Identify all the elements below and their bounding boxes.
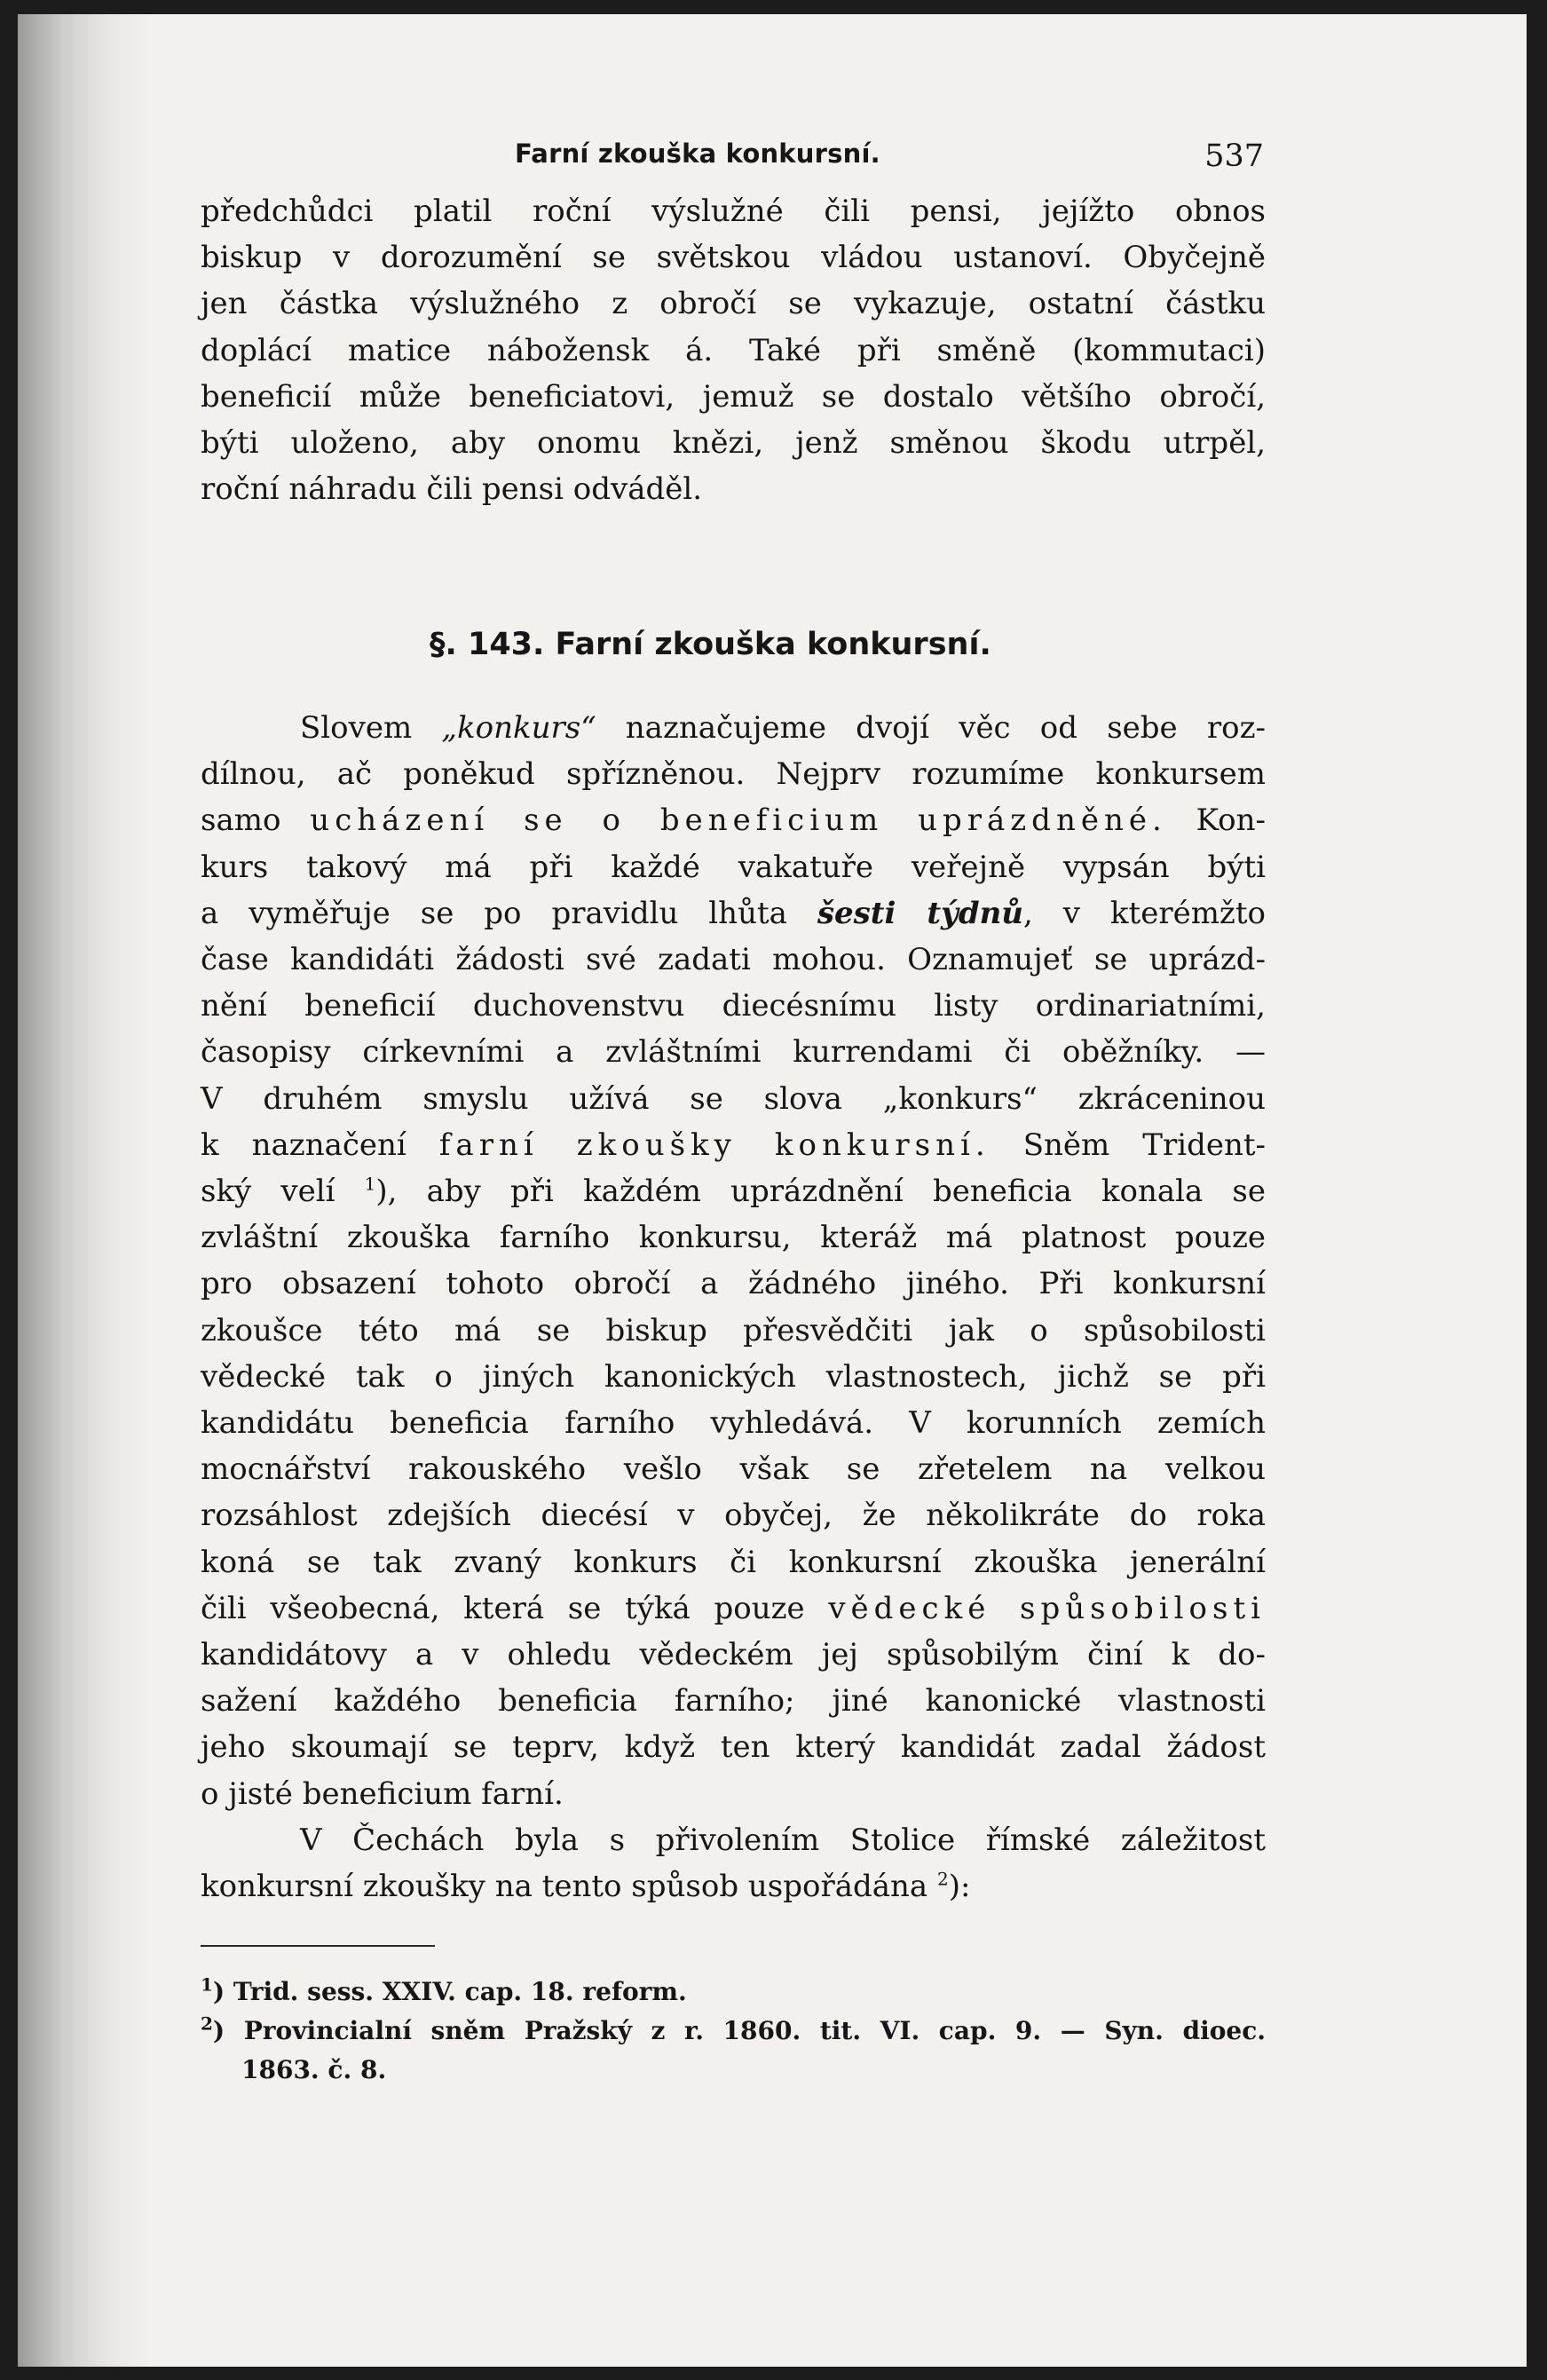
text-run: samo: [201, 803, 311, 839]
footnote-marker: 1: [364, 1173, 376, 1195]
text-line: jeho skoumají se teprv, když ten který kandidát zadal žádost: [201, 1729, 1266, 1766]
section-heading: §. 143. Farní zkouška konkursní.: [430, 627, 991, 662]
text-line: beneficií může beneficiatovi, jemuž se dostalo většího obročí,: [201, 378, 1266, 415]
text-line: doplácí matice nábožensk á. Také při směně (kommutaci): [201, 332, 1266, 368]
text-line: jen částka výslužného z obročí se vykazuje, ostatní částku: [201, 286, 1266, 322]
text-line: kandidátu beneficia farního vyhledává. V korunních zemích: [201, 1405, 1266, 1442]
footnote-text: ) Provincialní sněm Pražský z r. 1860. tit. VI. cap. 9. — Syn. dioec.: [212, 2016, 1266, 2045]
footnote-2: [201, 2012, 1266, 2051]
text-line: nění beneficií duchovenstvu diecésnímu listy ordinariatními,: [201, 988, 1266, 1024]
text-line: rozsáhlost zdejších diecésí v obyčej, že několikráte do roka: [201, 1498, 1266, 1534]
text-line: o jisté beneficium farní.: [201, 1775, 564, 1812]
text-run: a vyměřuje se po pravidlu lhůta: [201, 895, 817, 931]
text-line: čase kandidáti žádosti své zadati mohou. Oznamujeť se uprázd-: [201, 942, 1266, 978]
running-head: [515, 138, 1296, 178]
text-line: pro obsazení tohoto obročí a žádného jiného. Při konkursní: [201, 1266, 1266, 1302]
text-line: [201, 1122, 1266, 1168]
text-line: [201, 1585, 1266, 1632]
text-run: k naznačení: [201, 1127, 439, 1163]
text-line: [201, 705, 1266, 751]
text-line: kandidátovy a v ohledu vědeckém jej spůsobilým činí k do-: [201, 1637, 1266, 1673]
text-run: , v kterémžto: [1023, 895, 1266, 931]
page-gutter-shadow: [18, 14, 151, 2367]
text-line: časopisy církevními a zvláštními kurrendami či oběžníky. —: [201, 1034, 1266, 1071]
paragraph-2: [201, 705, 1266, 1910]
text-line: V Čechách byla s přivolením Stolice římské záležitost: [300, 1822, 1266, 1858]
italic-term: „konkurs“: [441, 710, 596, 746]
book-page: [18, 14, 1527, 2367]
text-line: mocnářství rakouského vešlo však se zřetelem na velkou: [201, 1451, 1266, 1488]
text-line: [201, 1863, 1266, 1910]
running-head-title: Farní zkouška konkursní.: [515, 138, 880, 169]
footnotes: [201, 1973, 1266, 2090]
text-line: předchůdci platil roční výslužné čili pensi, jejížto obnos: [201, 194, 1266, 229]
text-line: kurs takový má při každé vakatuře veřejně vypsán býti: [201, 849, 1266, 885]
paragraph-1: [201, 188, 1266, 512]
text-line: koná se tak zvaný konkurs či konkursní zkouška jenerální: [201, 1544, 1266, 1580]
text-run: konkursní zkoušky na tento spůsob uspořádána: [201, 1869, 938, 1905]
page-number: 537: [1204, 138, 1264, 174]
text-line: [201, 890, 1266, 937]
text-run: Kon-: [1166, 803, 1266, 839]
footnote-text: ) Trid. sess. XXIV. cap. 18. reform.: [212, 1977, 687, 2006]
text-line: zkoušce této má se biskup přesvědčiti jak o spůsobilosti: [201, 1312, 1266, 1348]
text-line: [201, 797, 1266, 843]
spaced-emphasis: ucházení se o beneficium uprázdněné.: [310, 803, 1167, 839]
footnote-number: 2: [201, 2012, 213, 2035]
text-line: [201, 1168, 1266, 1214]
text-line: zvláštní zkouška farního konkursu, kteráž má platnost pouze: [201, 1220, 1266, 1256]
text-line: býti uloženo, aby onomu knězi, jenž směnou škodu utrpěl,: [201, 425, 1266, 462]
spaced-emphasis: farní zkoušky konkursní.: [438, 1127, 991, 1163]
text-run: ský velí: [201, 1174, 365, 1210]
text-line: vědecké tak o jiných kanonických vlastnostech, jichž se při: [201, 1358, 1266, 1395]
italic-emphasis: šesti týdnů: [817, 895, 1024, 931]
footnote-marker: 2: [937, 1868, 949, 1890]
text-line: biskup v dorozumění se světskou vládou ustanoví. Obyčejně: [201, 240, 1266, 276]
text-run: Slovem: [300, 710, 442, 746]
text-run: ):: [948, 1869, 971, 1905]
footnote-2-continuation: 1863. č. 8.: [241, 2055, 387, 2084]
footnote-number: 1: [201, 1973, 213, 1996]
text-run: ), aby při každém uprázdnění beneficia konala se: [375, 1174, 1266, 1210]
text-run: naznačujeme dvojí věc od sebe roz-: [596, 710, 1266, 746]
footnote-1: [201, 1973, 1266, 2012]
text-run: Sněm Trident-: [990, 1127, 1267, 1163]
spaced-emphasis: vědecké spůsobilosti: [828, 1590, 1266, 1626]
text-line: roční náhradu čili pensi odváděl.: [201, 471, 703, 508]
text-line: V druhém smyslu užívá se slova „konkurs“ zkráceninou: [201, 1080, 1266, 1117]
text-run: čili všeobecná, která se týká pouze: [201, 1590, 829, 1626]
text-line: sažení každého beneficia farního; jiné kanonické vlastnosti: [201, 1683, 1266, 1720]
text-line: dílnou, ač poněkud spřízněnou. Nejprv rozumíme konkursem: [201, 756, 1266, 793]
footnote-divider: [201, 1945, 435, 1947]
